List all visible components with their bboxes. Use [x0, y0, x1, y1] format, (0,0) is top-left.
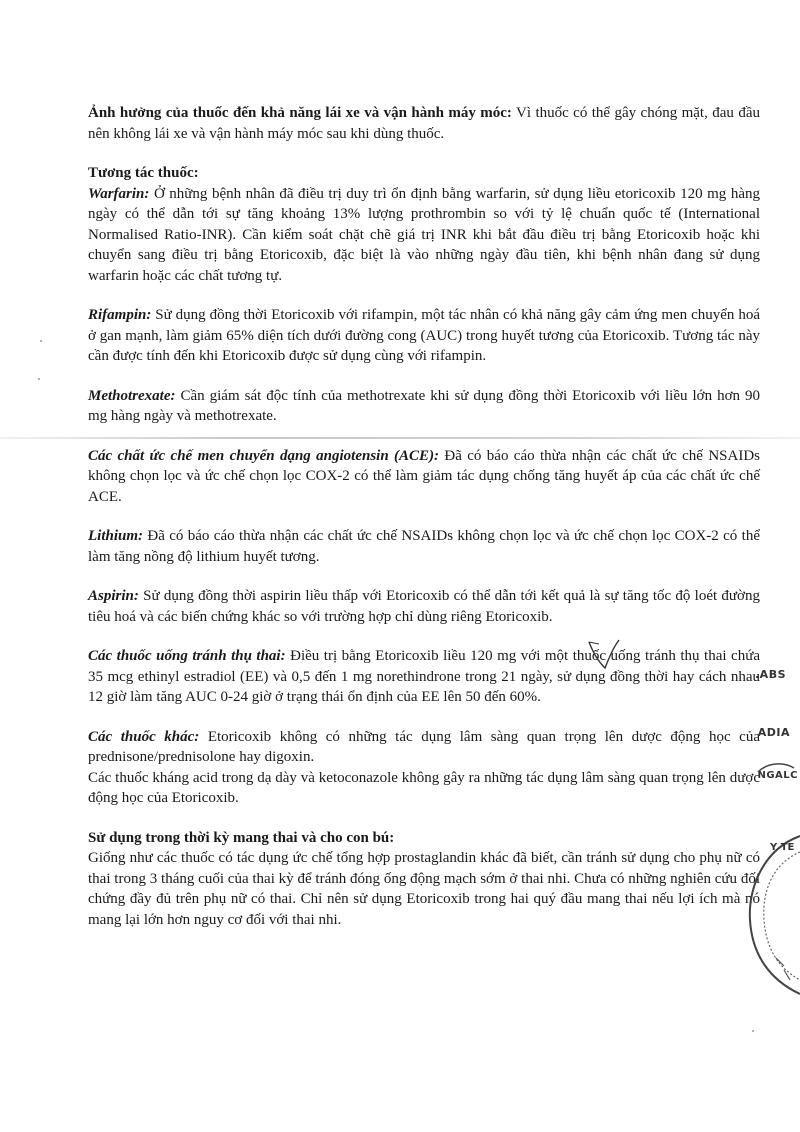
- pregnancy-section: [88, 828, 760, 931]
- handwritten-tick-mark: [585, 638, 625, 678]
- warfarin-text: Ở những bệnh nhân đã điều trị duy trì ổn định bằng warfarin, sử dụng liều etoricoxib 120 mg hàng ngày có thể dẫn tới sự tăng khoảng 13% lượng prothrombin so với tỷ lệ chuẩn quốc tế (International Normalised Ratio-INR). Cần kiểm soát chặt chẽ giá trị INR khi bắt đầu điều trị bằng Etoricoxib hoặc khi chuyển sang điều trị bằng Etoricoxib, đặc biệt là vào những ngày đầu tiên, khi bệnh nhân đang sử dụng warfarin hoặc các chất tương tự.: [88, 185, 760, 284]
- aspirin-name: Aspirin:: [88, 588, 139, 604]
- other-drugs-text: Etoricoxib không có những tác dụng lâm sàng quan trọng lên dược động học của prednisone/prednisolone hay digoxin.: [88, 728, 760, 765]
- stamp-fragment-3: NGALC: [757, 770, 798, 781]
- scan-speck: [38, 378, 40, 380]
- other-drugs-name: Các thuốc khác:: [88, 728, 200, 745]
- lithium-paragraph: [88, 526, 760, 567]
- contraceptives-text: Điều trị bằng Etoricoxib liều 120 mg với một thuốc uống tránh thụ thai chứa 35 mcg ethinyl estradiol (EE) và 0,5 đến 1 mg norethindrone trong 21 ngày, sử dụng đồng thời hay cách nhau 12 giờ làm tăng AUC 0-24 giờ ở trạng thái ổn định của EE lên 50 đến 60%.: [88, 648, 761, 705]
- rifampin-name: Rifampin:: [88, 307, 152, 323]
- stamp-fragment-1: .ABS: [755, 668, 786, 681]
- seal-curve-mark: [756, 760, 796, 774]
- driving-heading: Ảnh hưởng của thuốc đến khả năng lái xe và vận hành máy móc:: [88, 105, 512, 121]
- methotrexate-paragraph: [88, 386, 760, 427]
- antacid-paragraph: Các thuốc kháng acid trong dạ dày và ketoconazole không gây ra những tác dụng lâm sàng quan trọng lên dược động học của Etoricoxib.: [88, 769, 760, 806]
- methotrexate-name: Methotrexate:: [88, 387, 176, 404]
- pregnancy-text: Giống như các thuốc có tác dụng ức chế tổng hợp prostaglandin khác đã biết, cần tránh sử dụng cho phụ nữ có thai trong 3 tháng cuối của thai kỳ để tránh đóng ống động mạch sớm ở thai nhi. Chưa có những nghiên cứu đối chứng đầy đủ trên phụ nữ có thai. Chỉ nên sử dụng Etoricoxib trong hai quý đầu mang thai nếu lợi ích mà nó mang lại lớn hơn nguy cơ đối với thai nhi.: [88, 850, 760, 928]
- driving-text: Vì thuốc có thể gây chóng mặt, đau đầu nên không lái xe và vận hành máy móc sau khi dùng thuốc.: [88, 105, 760, 142]
- document-body: [88, 103, 760, 949]
- driving-section: [88, 103, 760, 144]
- contraceptives-name: Các thuốc uống tránh thụ thai:: [88, 648, 286, 664]
- aspirin-paragraph: [88, 586, 760, 627]
- ace-text: Đã có báo cáo thừa nhận các chất ức chế NSAIDs không chọn lọc và ức chế chọn lọc COX-2 có thể làm giảm tác dụng chống tăng huyết áp của các chất ức chế ACE.: [88, 447, 760, 505]
- warfarin-name: Warfarin:: [88, 185, 150, 202]
- rifampin-text: Sử dụng đồng thời Etoricoxib với rifampin, một tác nhân có khả năng gây cảm ứng men chuyển hoá ở gan mạnh, làm giảm 65% diện tích dưới đường cong (AUC) trong huyết tương của Etoricoxib. Tương tác này cần được tính đến khi Etoricoxib được sử dụng cùng với rifampin.: [88, 307, 760, 364]
- methotrexate-text: Cần giám sát độc tính của methotrexate khi sử dụng đồng thời Etoricoxib với liều lớn hơn 90 mg hàng ngày và methotrexate.: [88, 387, 760, 424]
- lithium-text: Đã có báo cáo thừa nhận các chất ức chế NSAIDs không chọn lọc và ức chế chọn lọc COX-2 có thể làm tăng nồng độ lithium huyết tương.: [88, 528, 760, 565]
- stamp-fragment-2: ADIA: [757, 726, 790, 739]
- scan-speck: [752, 1030, 754, 1032]
- ace-name: Các chất ức chế men chuyển dạng angiotensin (ACE):: [88, 447, 440, 464]
- aspirin-text: Sử dụng đồng thời aspirin liều thấp với Etoricoxib có thể dẫn tới kết quả là sự tăng tốc độ loét đường tiêu hoá và các biến chứng khác so với trường hợp chỉ dùng riêng Etoricoxib.: [88, 588, 760, 625]
- other-drugs-section: [88, 727, 760, 809]
- interactions-heading: Tương tác thuốc:: [88, 165, 199, 181]
- rifampin-paragraph: [88, 305, 760, 367]
- seal-arc-letters: Y TE: [770, 842, 795, 853]
- official-seal-fragment: [740, 830, 800, 1000]
- other-drugs-paragraph: [88, 727, 760, 768]
- pregnancy-heading: Sử dụng trong thời kỳ mang thai và cho con bú:: [88, 829, 395, 846]
- lithium-name: Lithium:: [88, 528, 144, 544]
- interactions-section: [88, 163, 760, 286]
- ace-paragraph: [88, 446, 760, 508]
- contraceptives-paragraph: [88, 646, 760, 708]
- scan-speck: [40, 340, 42, 342]
- warfarin-paragraph: [88, 184, 760, 287]
